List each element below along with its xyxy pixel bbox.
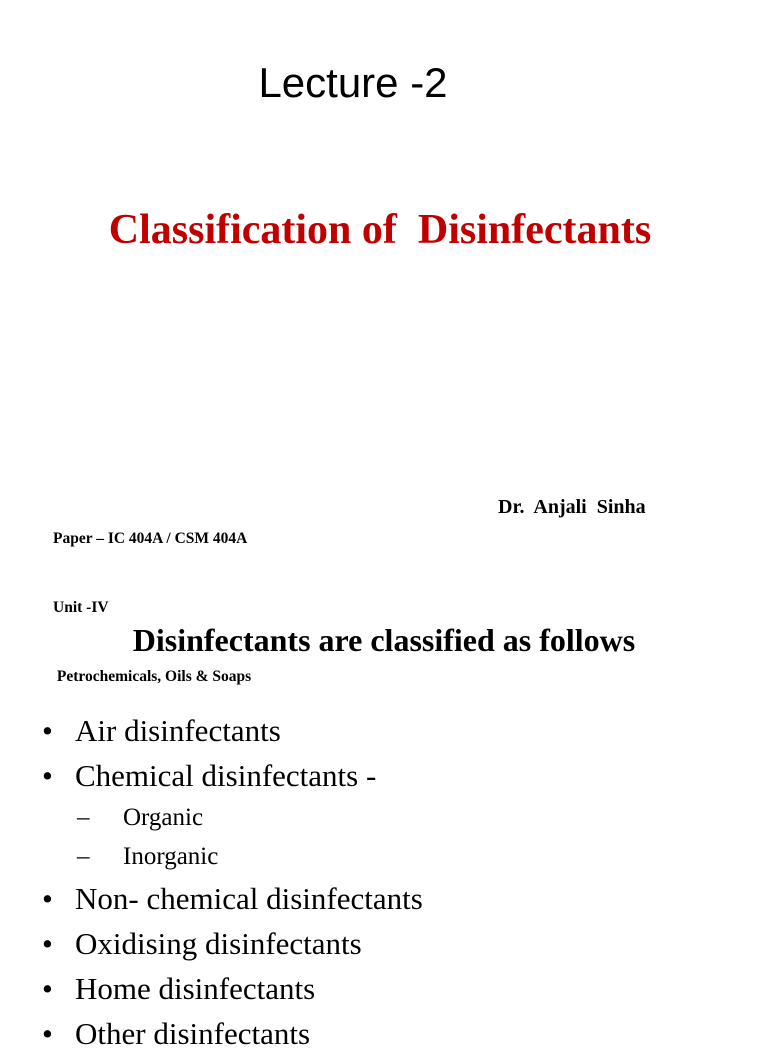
list-item-text: Oxidising disinfectants [75,926,362,961]
list-item-text: Other disinfectants [75,1016,311,1051]
sub-list-item-text: Inorganic [123,843,219,870]
paper-code: Paper – IC 404A / CSM 404A [53,530,248,547]
bullet-icon: • [42,1016,53,1051]
dash-icon: – [77,843,90,870]
list-item-text: Chemical disinfectants - [75,758,377,793]
author-name: Dr. Anjali Sinha [498,496,646,518]
list-item [42,876,423,921]
list-item [42,753,423,798]
bullet-list [42,708,423,1056]
bullet-icon: • [42,713,53,748]
bullet-icon: • [42,758,53,793]
classification-slide [0,600,768,1051]
list-item [42,708,423,753]
list-item-text: Air disinfectants [75,713,281,748]
bullet-icon: • [42,926,53,961]
bullet-icon: • [42,881,53,916]
bullet-icon: • [42,971,53,1006]
presentation-title: Classification of Disinfectants [108,207,652,253]
slide-heading: Disinfectants are classified as follows [132,622,636,658]
unit-label: Unit -IV [53,599,109,616]
list-item [42,921,423,966]
list-item-text: Home disinfectants [75,971,316,1006]
sub-list-item [42,798,423,837]
dash-icon: – [77,804,90,831]
list-item [42,1011,423,1056]
lecture-label: Lecture -2 [258,59,448,106]
sub-list-item-text: Organic [123,804,204,831]
list-item [42,966,423,1011]
list-item-text: Non- chemical disinfectants [75,881,423,916]
sub-list-item [42,837,423,876]
subject-label: Petrochemicals, Oils & Soaps [53,668,252,685]
